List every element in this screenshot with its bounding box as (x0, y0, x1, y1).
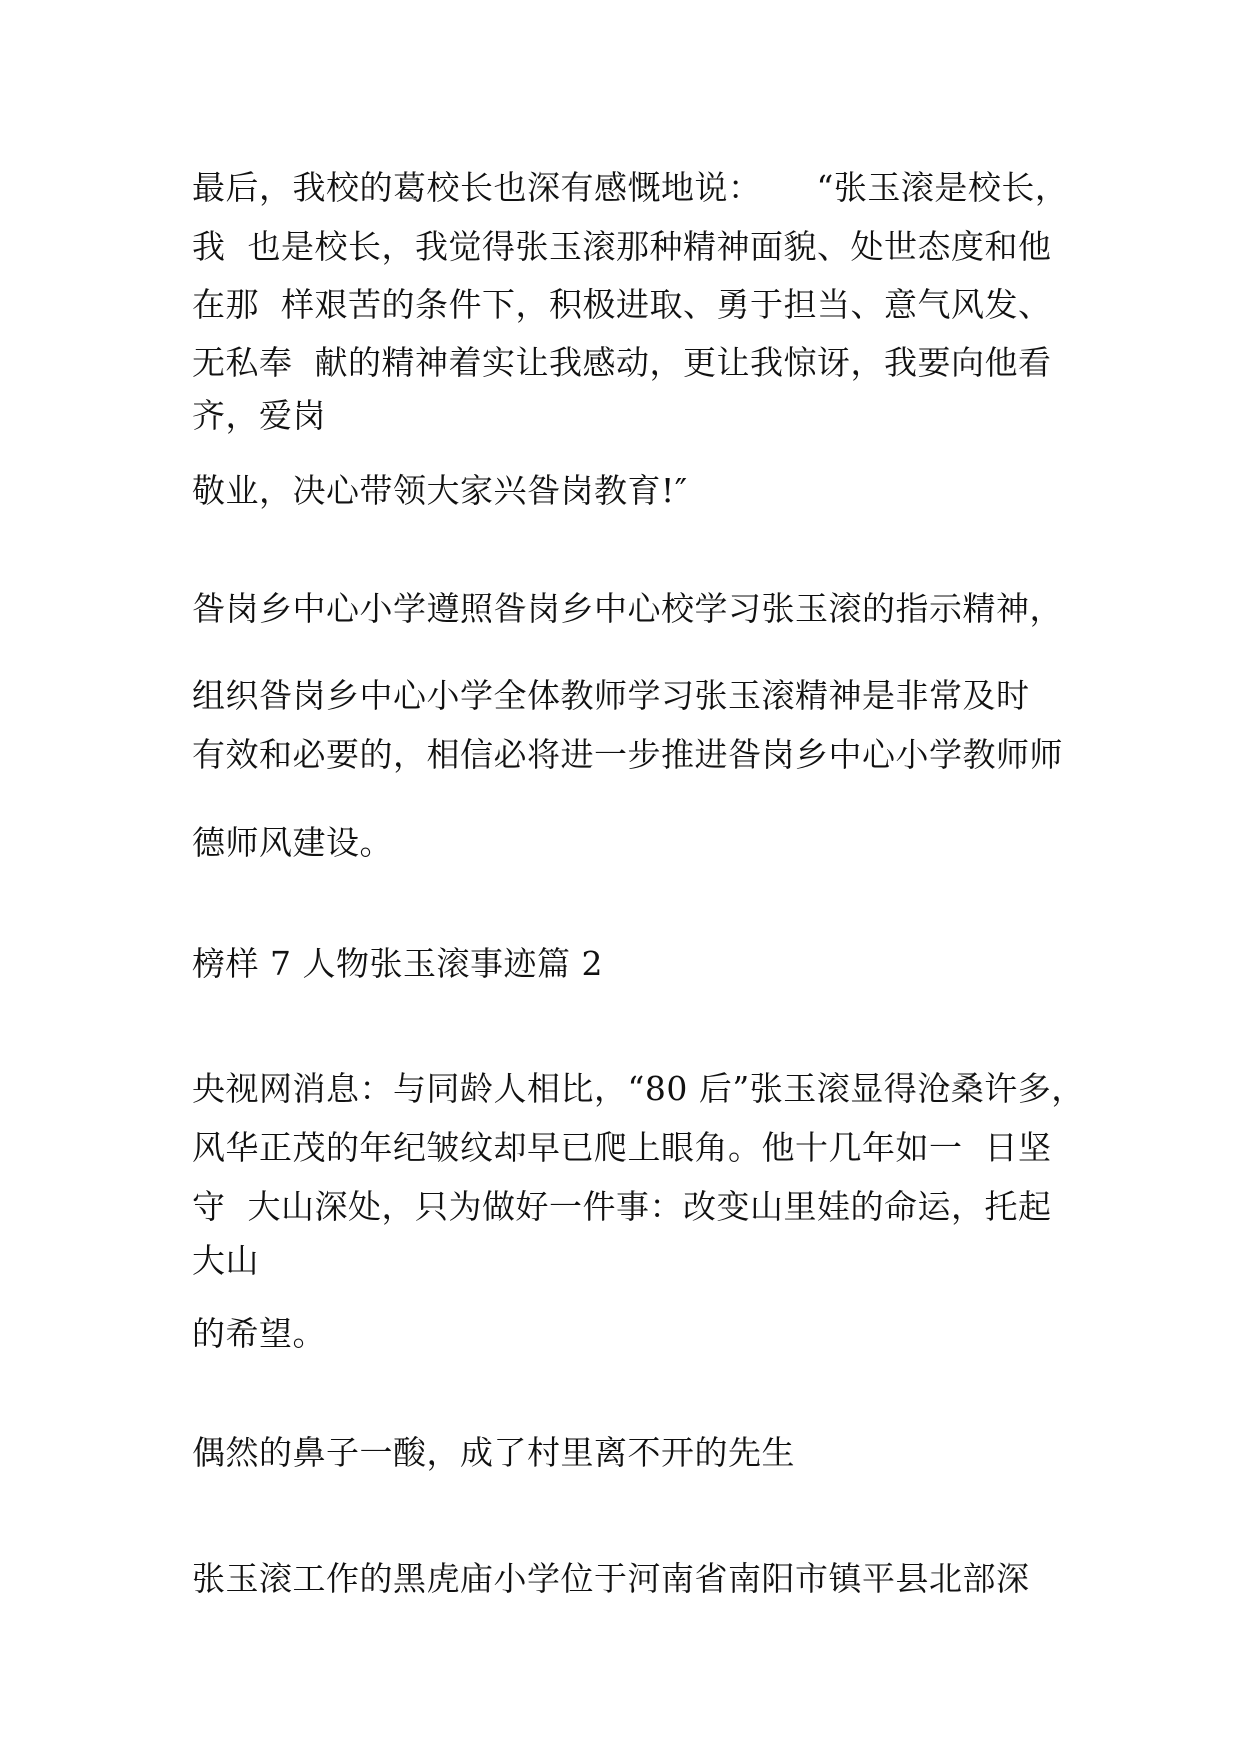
paragraph-line: 央视网消息：与同龄人相比，“80 后”张玉滚显得沧桑许多， (192, 1069, 1085, 1108)
text-line: 敬业，决心带领大家兴昝岗教育!″ (192, 471, 688, 510)
paragraph-line: 张玉滚工作的黑虎庙小学位于河南省南阳市镇平县北部深 (192, 1559, 1030, 1598)
paragraph-line: 的希望。 (192, 1314, 326, 1353)
paragraph-line: 组织昝岗乡中心小学全体教师学习张玉滚精神是非常及时 (192, 676, 1030, 715)
text-line: 无私奉 献的精神着实让我感动，更让我惊讶，我要向他看 (192, 343, 1052, 382)
paragraph-line: 守 大山深处，只为做好一件事：改变山里娃的命运，托起 (192, 1187, 1052, 1226)
text-line: 在那 样艰苦的条件下，积极进取、勇于担当、意气风发、 (192, 285, 1052, 324)
section-heading: 榜样 7 人物张玉滚事迹篇 2 (192, 944, 603, 983)
paragraph-line: 德师风建设。 (192, 823, 393, 862)
paragraph-line: 风华正茂的年纪皱纹却早已爬上眼角。他十几年如一 日坚 (192, 1128, 1052, 1167)
paragraph-line: 大山 (192, 1241, 259, 1280)
text-line: 我 也是校长，我觉得张玉滚那种精神面貌、处世态度和他 (192, 227, 1052, 266)
subheading-line: 偶然的鼻子一酸，成了村里离不开的先生 (192, 1433, 795, 1472)
text-line: 齐，爱岗 (192, 396, 326, 435)
paragraph-line: 昝岗乡中心小学遵照昝岗乡中心校学习张玉滚的指示精神， (192, 589, 1063, 628)
paragraph-line: 有效和必要的，相信必将进一步推进昝岗乡中心小学教师师 (192, 735, 1063, 774)
text-line: 最后，我校的葛校长也深有感慨地说： “张玉滚是校长， (192, 168, 1069, 207)
